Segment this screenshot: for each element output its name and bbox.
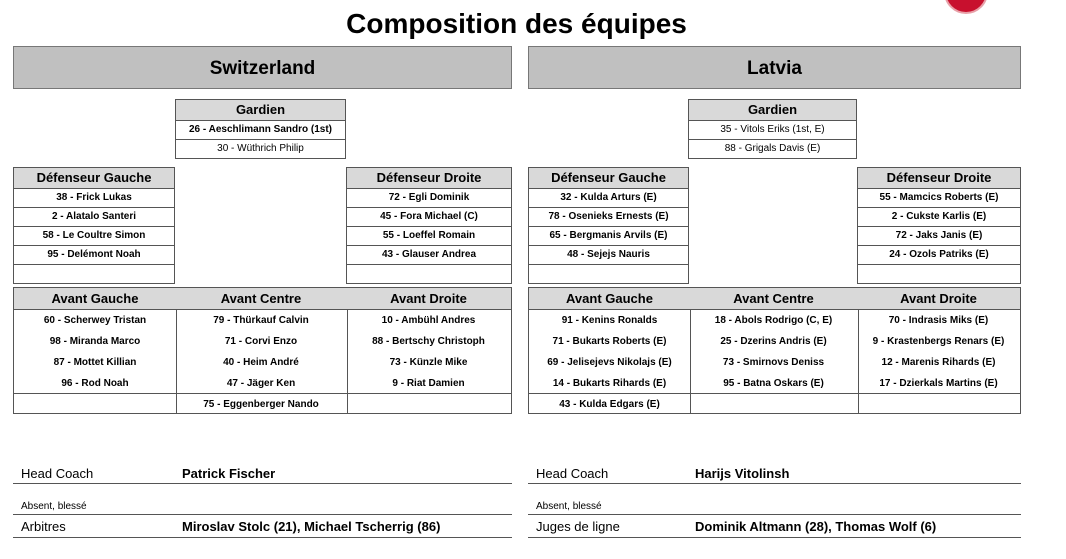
forwards-table-home [13,287,512,414]
player-row: 45 - Fora Michael (C) [347,208,511,227]
player-row: 70 - Indrasis Miks (E) [888,315,989,326]
def-left-box-away [528,167,689,284]
divider [13,514,512,515]
player-row [14,265,174,283]
referees-label: Arbitres [21,519,66,534]
fwd-center-col-home [175,288,348,413]
absent-label: Absent, blessé [21,501,87,512]
divider [13,537,512,538]
coach-name: Patrick Fischer [182,466,276,481]
player-row: 12 - Marenis Rihards (E) [881,357,996,368]
player-row: 55 - Mamcics Roberts (E) [858,189,1020,208]
player-row: 88 - Bertschy Christoph [372,336,485,347]
player-row: 58 - Le Coultre Simon [14,227,174,246]
player-row: 98 - Miranda Marco [49,336,141,347]
fwd-left-col-away [529,288,691,413]
def-left-header: Défenseur Gauche [529,168,688,189]
fwd-left-col-home [14,288,177,413]
player-row: 60 - Scherwey Tristan [43,315,147,326]
player-row: 73 - Smirnovs Deniss [722,357,825,368]
player-row [858,265,1020,283]
player-row [346,394,511,415]
fwd-right-header: Avant Droite [857,288,1020,310]
player-row: 75 - Eggenberger Nando [203,399,319,410]
player-row: 35 - Vitols Eriks (1st, E) [689,121,856,140]
fwd-left-header: Avant Gauche [529,288,690,310]
divider [528,514,1021,515]
forwards-table-away [528,287,1021,414]
player-row: 65 - Bergmanis Arvils (E) [529,227,688,246]
absent-label: Absent, blessé [536,501,602,512]
linesmen-names: Dominik Altmann (28), Thomas Wolf (6) [695,519,937,534]
player-row: 79 - Thürkauf Calvin [213,315,309,326]
team-header-away: Latvia [528,46,1021,89]
coach-label: Head Coach [536,466,609,481]
player-row: 78 - Osenieks Ernests (E) [529,208,688,227]
player-row: 30 - Wüthrich Philip [217,143,304,154]
team-header-home: Switzerland [13,46,512,89]
player-row: 10 - Ambühl Andres [381,315,476,326]
fwd-right-col-home [346,288,511,413]
player-row: 2 - Cukste Karlis (E) [858,208,1020,227]
player-row: 69 - Jelisejevs Nikolajs (E) [547,357,672,368]
coach-name: Harijs Vitolinsh [695,466,790,481]
player-row: 18 - Abols Rodrigo (C, E) [714,315,833,326]
player-row: 96 - Rod Noah [61,378,129,389]
player-row: 95 - Batna Oskars (E) [723,378,824,389]
player-row: 87 - Mottet Killian [53,357,137,368]
player-row [347,265,511,283]
divider [13,483,512,484]
fwd-center-col-away [689,288,859,413]
player-row: 71 - Bukarts Roberts (E) [552,336,667,347]
player-row [857,394,1020,415]
player-row: 32 - Kulda Arturs (E) [529,189,688,208]
def-right-box-away [857,167,1021,284]
goalie-header: Gardien [689,100,856,121]
goalie-header: Gardien [176,100,345,121]
fwd-center-header: Avant Centre [689,288,858,310]
player-row: 91 - Kenins Ronalds [561,315,658,326]
player-row: 43 - Glauser Andrea [347,246,511,265]
player-row [14,394,176,415]
fwd-right-col-away [857,288,1020,413]
player-row: 24 - Ozols Patriks (E) [858,246,1020,265]
player-row: 72 - Egli Dominik [347,189,511,208]
player-row: 2 - Alatalo Santeri [14,208,174,227]
goalie-box-away [688,99,857,159]
player-row: 40 - Heim André [223,357,299,368]
page-title: Composition des équipes [346,8,687,39]
player-row: 25 - Dzerins Andris (E) [720,336,827,347]
player-row: 14 - Bukarts Rihards (E) [552,378,667,389]
def-right-header: Défenseur Droite [347,168,511,189]
player-row: 55 - Loeffel Romain [347,227,511,246]
player-row: 47 - Jäger Ken [226,378,296,389]
player-row [689,394,858,415]
def-left-box-home [13,167,175,284]
fwd-right-header: Avant Droite [346,288,511,310]
player-row: 17 - Dzierkals Martins (E) [879,378,998,389]
player-row: 95 - Delémont Noah [14,246,174,265]
player-row: 71 - Corvi Enzo [224,336,298,347]
referees-names: Miroslav Stolc (21), Michael Tscherrig (86) [182,519,441,534]
fwd-left-header: Avant Gauche [14,288,176,310]
def-right-box-home [346,167,512,284]
coach-label: Head Coach [21,466,94,481]
player-row: 48 - Sejejs Nauris [529,246,688,265]
player-row: 72 - Jaks Janis (E) [858,227,1020,246]
divider [528,483,1021,484]
player-row: 43 - Kulda Edgars (E) [559,399,660,410]
player-row: 38 - Frick Lukas [14,189,174,208]
def-right-header: Défenseur Droite [858,168,1020,189]
player-row: 73 - Künzle Mike [389,357,468,368]
fwd-center-header: Avant Centre [175,288,347,310]
linesmen-label: Juges de ligne [536,519,620,534]
player-row: 88 - Grigals Davis (E) [724,143,821,154]
player-row [529,265,688,283]
player-row: 9 - Riat Damien [392,378,465,389]
divider [528,537,1021,538]
player-row: 26 - Aeschlimann Sandro (1st) [176,121,345,140]
def-left-header: Défenseur Gauche [14,168,174,189]
goalie-box-home [175,99,346,159]
player-row: 9 - Krastenbergs Renars (E) [872,336,1005,347]
